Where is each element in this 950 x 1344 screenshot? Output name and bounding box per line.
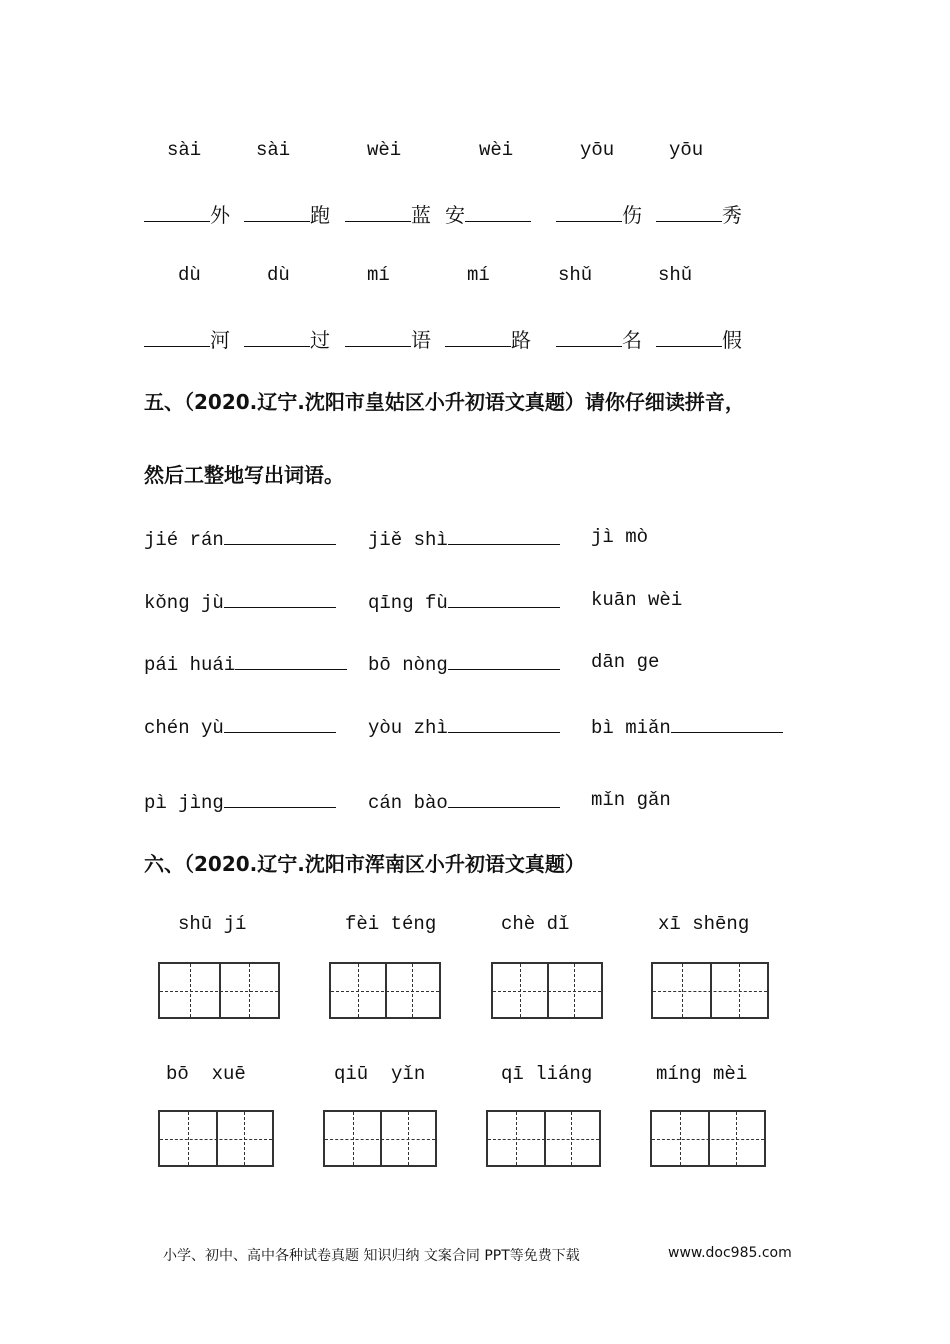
pinyin-item (591, 789, 671, 811)
pinyin-label: chè dǐ (501, 913, 570, 935)
fill-in-word (556, 199, 642, 228)
pinyin-label: mǐn gǎn (591, 789, 671, 811)
pinyin-label: yōu (669, 139, 704, 161)
pinyin-item (591, 526, 648, 548)
fill-in-word (244, 324, 330, 353)
given-character: 安 (445, 203, 465, 227)
fill-in-word (556, 324, 642, 353)
answer-blank[interactable] (244, 203, 310, 222)
given-character: 外 (210, 203, 230, 227)
fill-in-word (445, 324, 531, 353)
answer-blank[interactable] (224, 589, 336, 608)
pinyin-label: fèi téng (345, 913, 437, 935)
pinyin-label: wèi (479, 139, 514, 161)
pinyin-label: pái huái (144, 654, 236, 676)
writing-grid[interactable] (158, 1110, 274, 1167)
answer-blank[interactable] (448, 714, 560, 733)
pinyin-label: sài (167, 139, 202, 161)
pinyin-item (591, 651, 659, 673)
pinyin-label: dān ge (591, 651, 660, 673)
answer-blank[interactable] (144, 328, 210, 347)
fill-in-word (345, 324, 431, 353)
pinyin-label: bì miǎn (591, 717, 671, 739)
pinyin-label: jiě shì (368, 529, 448, 551)
given-character: 秀 (722, 203, 742, 227)
pinyin-item (368, 651, 560, 676)
answer-blank[interactable] (448, 789, 560, 808)
pinyin-label: jié rán (144, 529, 224, 551)
footer-text: 小学、初中、高中各种试卷真题 知识归纳 文案合同 PPT等免费下载 (163, 1248, 580, 1264)
given-character: 河 (210, 328, 230, 352)
answer-blank[interactable] (345, 328, 411, 347)
answer-blank[interactable] (656, 328, 722, 347)
given-character: 蓝 (411, 203, 431, 227)
writing-grid[interactable] (650, 1110, 766, 1167)
section5-heading: 五、（2020.辽宁.沈阳市皇姑区小升初语文真题）请你仔细读拼音， (144, 390, 745, 414)
pinyin-item (144, 714, 336, 739)
section5-heading-cont: 然后工整地写出词语。 (144, 463, 344, 487)
pinyin-item (368, 589, 560, 614)
footer-url[interactable]: www.doc985.com (668, 1245, 792, 1261)
pinyin-item (368, 789, 560, 814)
pinyin-item (591, 589, 682, 611)
pinyin-label: qī liáng (501, 1063, 593, 1085)
pinyin-label: mí (467, 264, 490, 286)
fill-in-word (656, 199, 742, 228)
pinyin-label: qīng fù (368, 592, 448, 614)
answer-blank[interactable] (224, 526, 336, 545)
pinyin-label: sài (256, 139, 291, 161)
pinyin-item (368, 526, 560, 551)
answer-blank[interactable] (465, 203, 531, 222)
given-character: 伤 (622, 203, 642, 227)
pinyin-label: wèi (367, 139, 402, 161)
pinyin-label: jì mò (591, 526, 649, 548)
fill-in-word (656, 324, 742, 353)
pinyin-label: cán bào (368, 792, 448, 814)
pinyin-label: shǔ (658, 264, 693, 286)
pinyin-label: yōu (580, 139, 615, 161)
section6-heading: 六、（2020.辽宁.沈阳市浑南区小升初语文真题） (144, 852, 585, 876)
answer-blank[interactable] (235, 651, 347, 670)
answer-blank[interactable] (556, 328, 622, 347)
pinyin-label: qiū yǐn (334, 1063, 426, 1085)
pinyin-label: dù (178, 264, 201, 286)
writing-grid[interactable] (158, 962, 280, 1019)
answer-blank[interactable] (144, 203, 210, 222)
writing-grid[interactable] (486, 1110, 601, 1167)
pinyin-label: kuān wèi (591, 589, 683, 611)
pinyin-label: mí (367, 264, 390, 286)
writing-grid[interactable] (329, 962, 441, 1019)
writing-grid[interactable] (651, 962, 769, 1019)
fill-in-word (144, 324, 230, 353)
fill-in-word (345, 199, 431, 228)
pinyin-label: bō xuē (166, 1063, 246, 1085)
pinyin-item (144, 589, 336, 614)
pinyin-label: míng mèi (656, 1063, 748, 1085)
pinyin-item (144, 526, 336, 551)
given-character: 路 (511, 328, 531, 352)
answer-blank[interactable] (671, 714, 783, 733)
answer-blank[interactable] (448, 526, 560, 545)
writing-grid[interactable] (491, 962, 603, 1019)
pinyin-label: shū jí (178, 913, 247, 935)
answer-blank[interactable] (448, 589, 560, 608)
answer-blank[interactable] (656, 203, 722, 222)
pinyin-label: kǒng jù (144, 592, 224, 614)
pinyin-label: shǔ (558, 264, 593, 286)
pinyin-item (368, 714, 560, 739)
pinyin-label: xī shēng (658, 913, 750, 935)
given-character: 跑 (310, 203, 330, 227)
answer-blank[interactable] (345, 203, 411, 222)
pinyin-label: bō nòng (368, 654, 448, 676)
given-character: 名 (622, 328, 642, 352)
pinyin-label: dù (267, 264, 290, 286)
fill-in-word (445, 199, 531, 228)
given-character: 过 (310, 328, 330, 352)
answer-blank[interactable] (445, 328, 511, 347)
writing-grid[interactable] (323, 1110, 437, 1167)
pinyin-label: yòu zhì (368, 717, 448, 739)
given-character: 假 (722, 328, 742, 352)
pinyin-item (144, 651, 347, 676)
answer-blank[interactable] (448, 651, 560, 670)
pinyin-item (591, 714, 783, 739)
answer-blank[interactable] (556, 203, 622, 222)
fill-in-word (244, 199, 330, 228)
answer-blank[interactable] (224, 789, 336, 808)
given-character: 语 (411, 328, 431, 352)
pinyin-item (144, 789, 336, 814)
answer-blank[interactable] (244, 328, 310, 347)
fill-in-word (144, 199, 230, 228)
pinyin-label: chén yù (144, 717, 224, 739)
answer-blank[interactable] (224, 714, 336, 733)
pinyin-label: pì jìng (144, 792, 224, 814)
